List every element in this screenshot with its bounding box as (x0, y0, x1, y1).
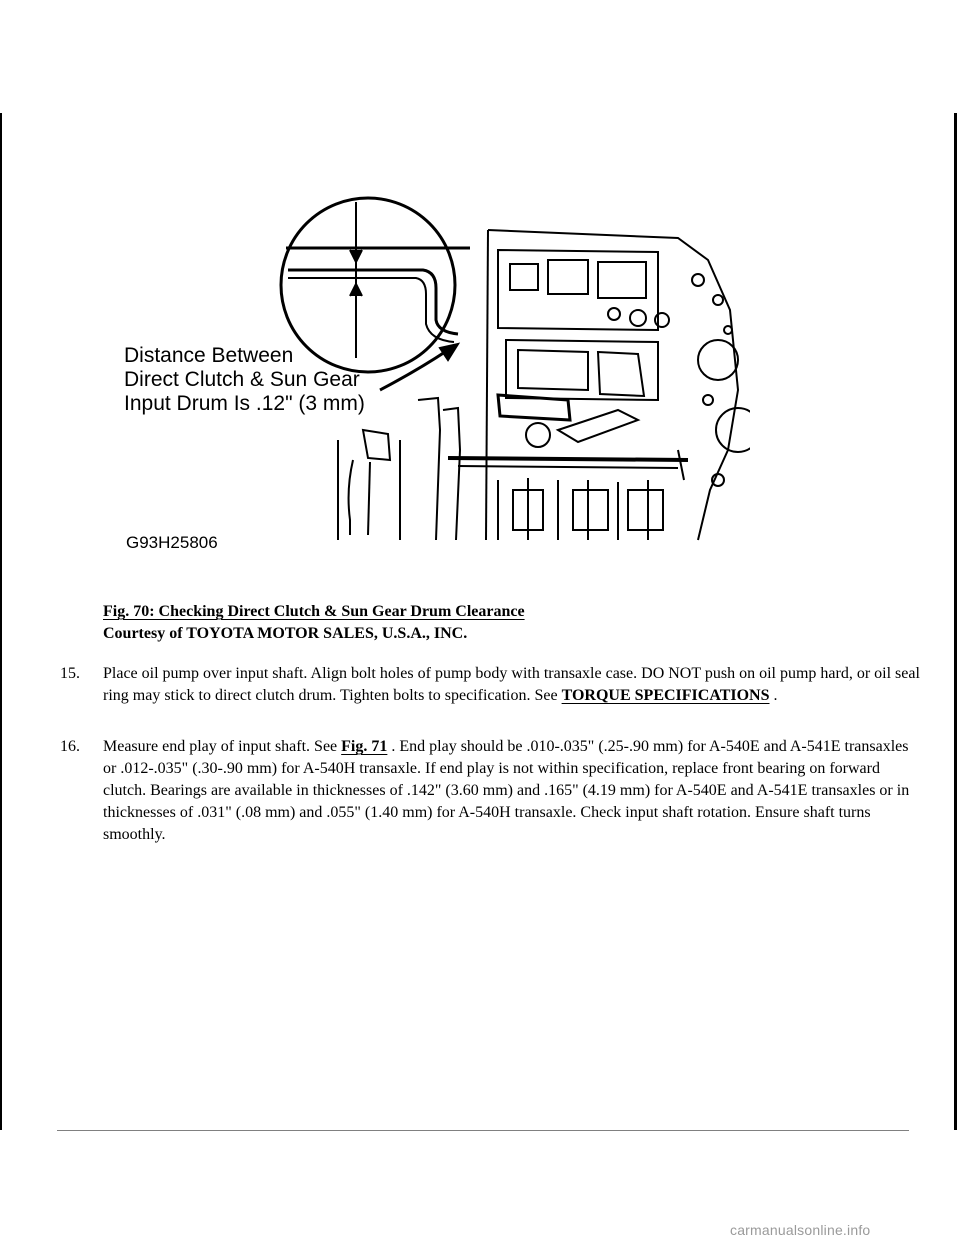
step-text (103, 663, 920, 707)
step-text-part: Place oil pump over input shaft. Align bolt holes of pump body with transaxle case. DO NOT push on oil pump hard, or oil seal ring may stick to direct clutch drum. Tighten bolts to specification. See (103, 665, 920, 704)
step-16 (60, 736, 920, 846)
callout-line-2: Direct Clutch & Sun Gear (124, 368, 360, 391)
page-border-left (0, 113, 2, 1130)
figure-code: G93H25806 (126, 533, 218, 552)
step-text-part: . End play should be .010-.035" (.25-.90 mm) for A-540E and A-541E transaxles or .012-.035" (.30-.90 mm) for A-540H transaxle. If end play is not within specification, replace front bearing on forward clutch. Bearings are available in thicknesses of .142" (3.60 mm) and .165" (4.19 mm) for A-540E and A-541E transaxles or in thicknesses of .031" (.08 mm) and .055" (1.40 mm) for A-540H transaxle. Check input shaft rotation. Ensure shaft turns smoothly. (103, 738, 910, 843)
figure-direct-clutch-diagram (118, 190, 750, 560)
watermark: carmanualsonline.info (730, 1222, 871, 1238)
bottom-divider (57, 1130, 909, 1131)
transaxle-illustration (118, 190, 750, 560)
page-border-right (954, 113, 957, 1130)
figure-caption (103, 601, 525, 645)
figure-title: Fig. 70: Checking Direct Clutch & Sun Gear Drum Clearance (103, 603, 525, 620)
step-number: 16. (60, 738, 80, 755)
step-text (103, 736, 920, 846)
callout-line-3: Input Drum Is .12" (3 mm) (124, 392, 365, 415)
step-text-part: . (769, 687, 778, 704)
fig-71-link[interactable]: Fig. 71 (341, 738, 388, 755)
step-15 (60, 663, 920, 707)
step-text-part: Measure end play of input shaft. See (103, 738, 342, 755)
step-number: 15. (60, 665, 80, 682)
callout-line-1: Distance Between (124, 344, 294, 367)
detail-circle (281, 198, 455, 372)
figure-courtesy: Courtesy of TOYOTA MOTOR SALES, U.S.A., INC. (103, 625, 468, 642)
torque-specifications-link[interactable]: TORQUE SPECIFICATIONS (561, 687, 770, 704)
